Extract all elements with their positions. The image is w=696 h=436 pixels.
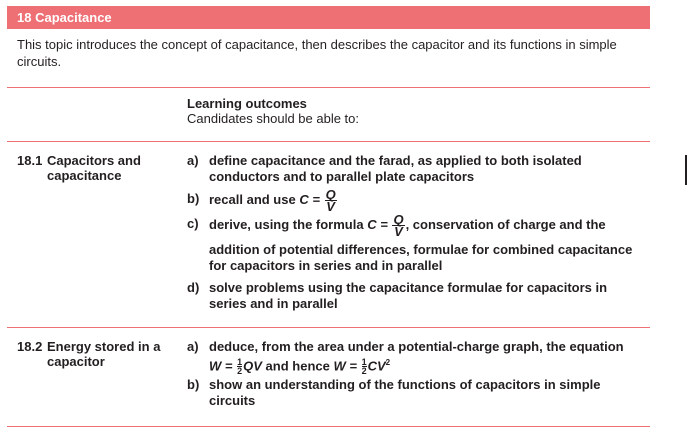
fraction-denominator: 2 [361, 366, 367, 377]
equation-lhs: C = [367, 216, 388, 232]
fraction-denominator: V [326, 199, 335, 214]
divider [7, 87, 650, 88]
equation-rhs: CV [367, 358, 386, 374]
outcome-letter: a) [187, 153, 199, 168]
outcome-letter: b) [187, 191, 200, 206]
learning-outcomes-heading [187, 96, 359, 126]
divider [7, 141, 650, 142]
fraction-numerator: Q [393, 212, 404, 227]
outcome-text: recall and use [209, 191, 296, 207]
section-header [7, 6, 650, 29]
outcome-text: derive, using the formula [209, 216, 364, 232]
fraction-numerator: 1 [361, 357, 367, 368]
equation-lhs: W = [333, 358, 357, 374]
fraction-numerator: Q [325, 187, 336, 202]
outcome-text: show an understanding of the functions of capacitors in simple circuits [209, 377, 601, 408]
equation-fraction [325, 189, 337, 212]
section-title: 18 Capacitance [17, 10, 112, 25]
outcome-text: define capacitance and the farad, as applied to both isolated conductors and to parallel plate capacitors [209, 153, 582, 184]
outcome-text-wrap [209, 214, 647, 237]
outcome-letter: c) [187, 216, 199, 231]
equation-lhs: C = [299, 191, 320, 207]
intro-text: This topic introduces the concept of capacitance, then describes the capacitor and its functions in simple circuits. [17, 37, 617, 69]
fraction-denominator: 2 [237, 366, 243, 377]
outcome-text: deduce, from the area under a potential-charge graph, the equation [209, 339, 624, 354]
outcome-text-wrap [209, 339, 647, 375]
divider [7, 426, 650, 427]
fraction-denominator: V [394, 224, 403, 239]
fraction-numerator: 1 [237, 357, 243, 368]
outcome-text: addition of potential differences, formulae for combined capacitance for capacitors in series and in parallel [209, 242, 633, 273]
topic-number: 18.2 [17, 339, 43, 354]
outcome-letter: b) [187, 377, 200, 392]
outcome-text: solve problems using the capacitance formulae for capacitors in series and in parallel [209, 280, 608, 311]
equation-lhs: W = [209, 358, 233, 374]
learning-outcomes-subtitle: Candidates should be able to: [187, 111, 360, 126]
outcome-letter: d) [187, 280, 200, 295]
exponent: 2 [385, 358, 391, 367]
equation-rhs: QV [243, 358, 262, 374]
outcome-letter: a) [187, 339, 199, 354]
topic-name: Energy stored in a capacitor [47, 339, 161, 369]
learning-outcomes-title: Learning outcomes [187, 96, 307, 111]
equation-fraction [237, 358, 242, 375]
divider [7, 327, 650, 328]
equation-fraction [362, 358, 367, 375]
outcome-text-wrap [209, 189, 647, 212]
change-bar [685, 155, 687, 185]
topic-name: Capacitors and capacitance [47, 153, 141, 183]
outcome-text: and hence [265, 358, 330, 374]
topic-number: 18.1 [17, 153, 43, 168]
outcome-text: , conservation of charge and the [405, 216, 606, 232]
equation-fraction [392, 214, 404, 237]
